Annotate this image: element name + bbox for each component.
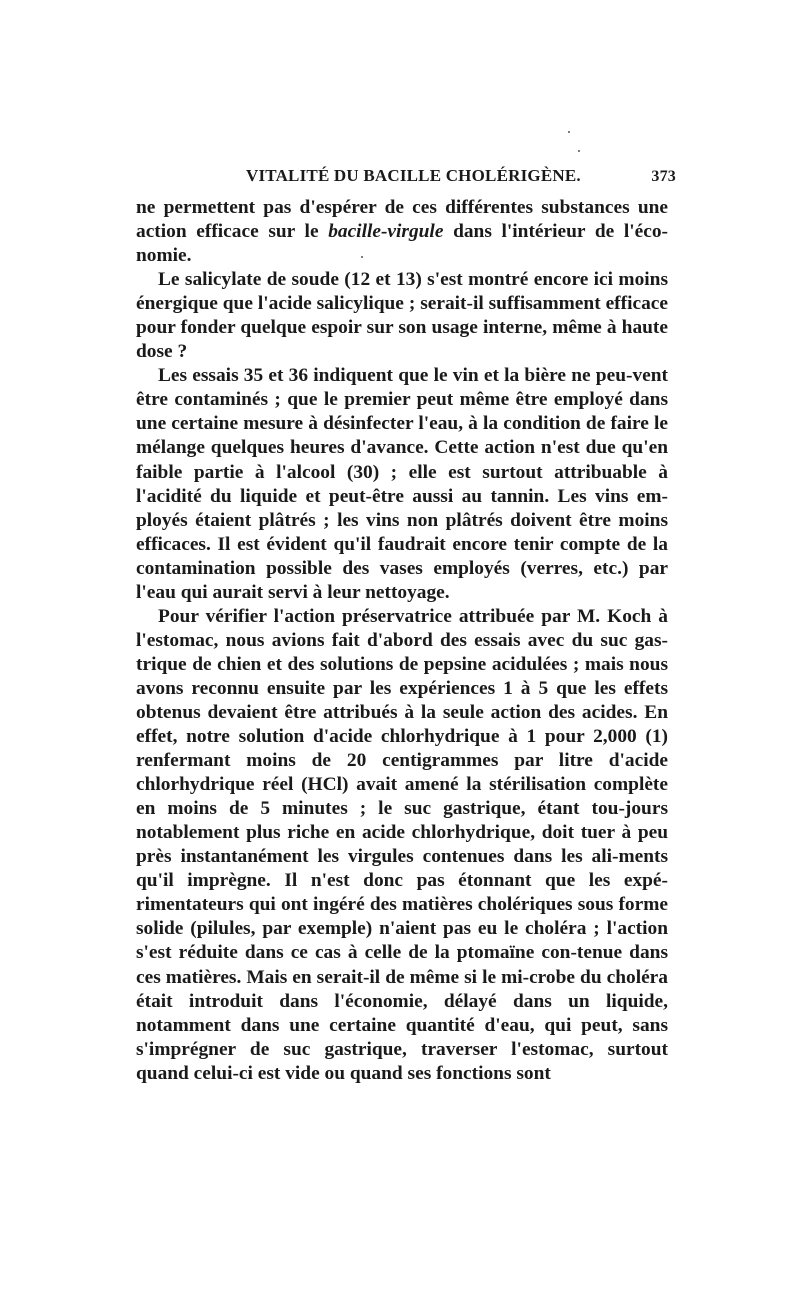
- paragraph-3: Les essais 35 et 36 indiquent que le vin et la bière ne peu-vent être contaminés ; que le premier peut même être employé dans une certaine mesure à désinfecter l'eau, à la condition de faire le mélange quelques heures d'avance. Cette action n'est due qu'en faible partie à l'alcool (30) ; elle est surtout attribuable à l'acidité du liquide et peut-être aussi au tannin. Les vins em-ployés étaient plâtrés ; les vins non plâtrés doivent être moins efficaces. Il est évident qu'il faudrait encore tenir compte de la contamination possible des vases employés (verres, etc.) par l'eau qui aurait servi à leur nettoyage.: [136, 365, 668, 603]
- paragraph-1-text-before: ne permettent pas d'espérer de ces différentes substances une action efficace sur le: [136, 197, 668, 243]
- body-text: [136, 196, 668, 1086]
- paper-speck: [568, 131, 570, 133]
- paragraph-1-text-after: dans l'intérieur de l'éco-nomie.: [136, 221, 668, 267]
- page-number: 373: [651, 168, 676, 185]
- paper-speck: [578, 150, 580, 152]
- paragraph-4: Pour vérifier l'action préservatrice attribuée par M. Koch à l'estomac, nous avions fait d'abord des essais avec du suc gas-trique de chien et des solutions de pepsine acidulées ; mais nous avons reconnu ensuite par les expériences 1 à 5 que les effets obtenus devaient être attribués à la seule action des acides. En effet, notre solution d'acide chlorhydrique à 1 pour 2,000 (1) renfermant moins de 20 centigrammes par litre d'acide chlorhydrique réel (HCl) avait amené la stérilisation complète en moins de 5 minutes ; le suc gastrique, étant tou-jours notablement plus riche en acide chlorhydrique, doit tuer à peu près instantanément les virgules contenues dans les ali-ments qu'il imprègne. Il n'est donc pas étonnant que les expé-rimentateurs qui ont ingéré des matières cholériques sous forme solide (pilules, par exemple) n'aient pas eu le choléra ; l'action s'est réduite dans ce cas à celle de la ptomaïne con-tenue dans ces matières. Mais en serait-il de même si le mi-crobe du choléra était introduit dans l'économie, délayé dans un liquide, notamment dans une certaine quantité d'eau, qui peut, sans s'imprégner de suc gastrique, traverser l'estomac, surtout quand celui-ci est vide ou quand ses fonctions sont: [136, 605, 668, 1084]
- page-header: [136, 166, 676, 190]
- paragraph-2: Le salicylate de soude (12 et 13) s'est montré encore ici moins énergique que l'acide salicylique ; serait-il suffisamment efficace pour fonder quelque espoir sur son usage interne, même à haute dose ?: [136, 269, 668, 363]
- running-title: VITALITÉ DU BACILLE CHOLÉRIGÈNE.: [246, 166, 581, 185]
- paragraph-1: [136, 196, 668, 268]
- emphasized-term: bacille-virgule: [328, 221, 444, 243]
